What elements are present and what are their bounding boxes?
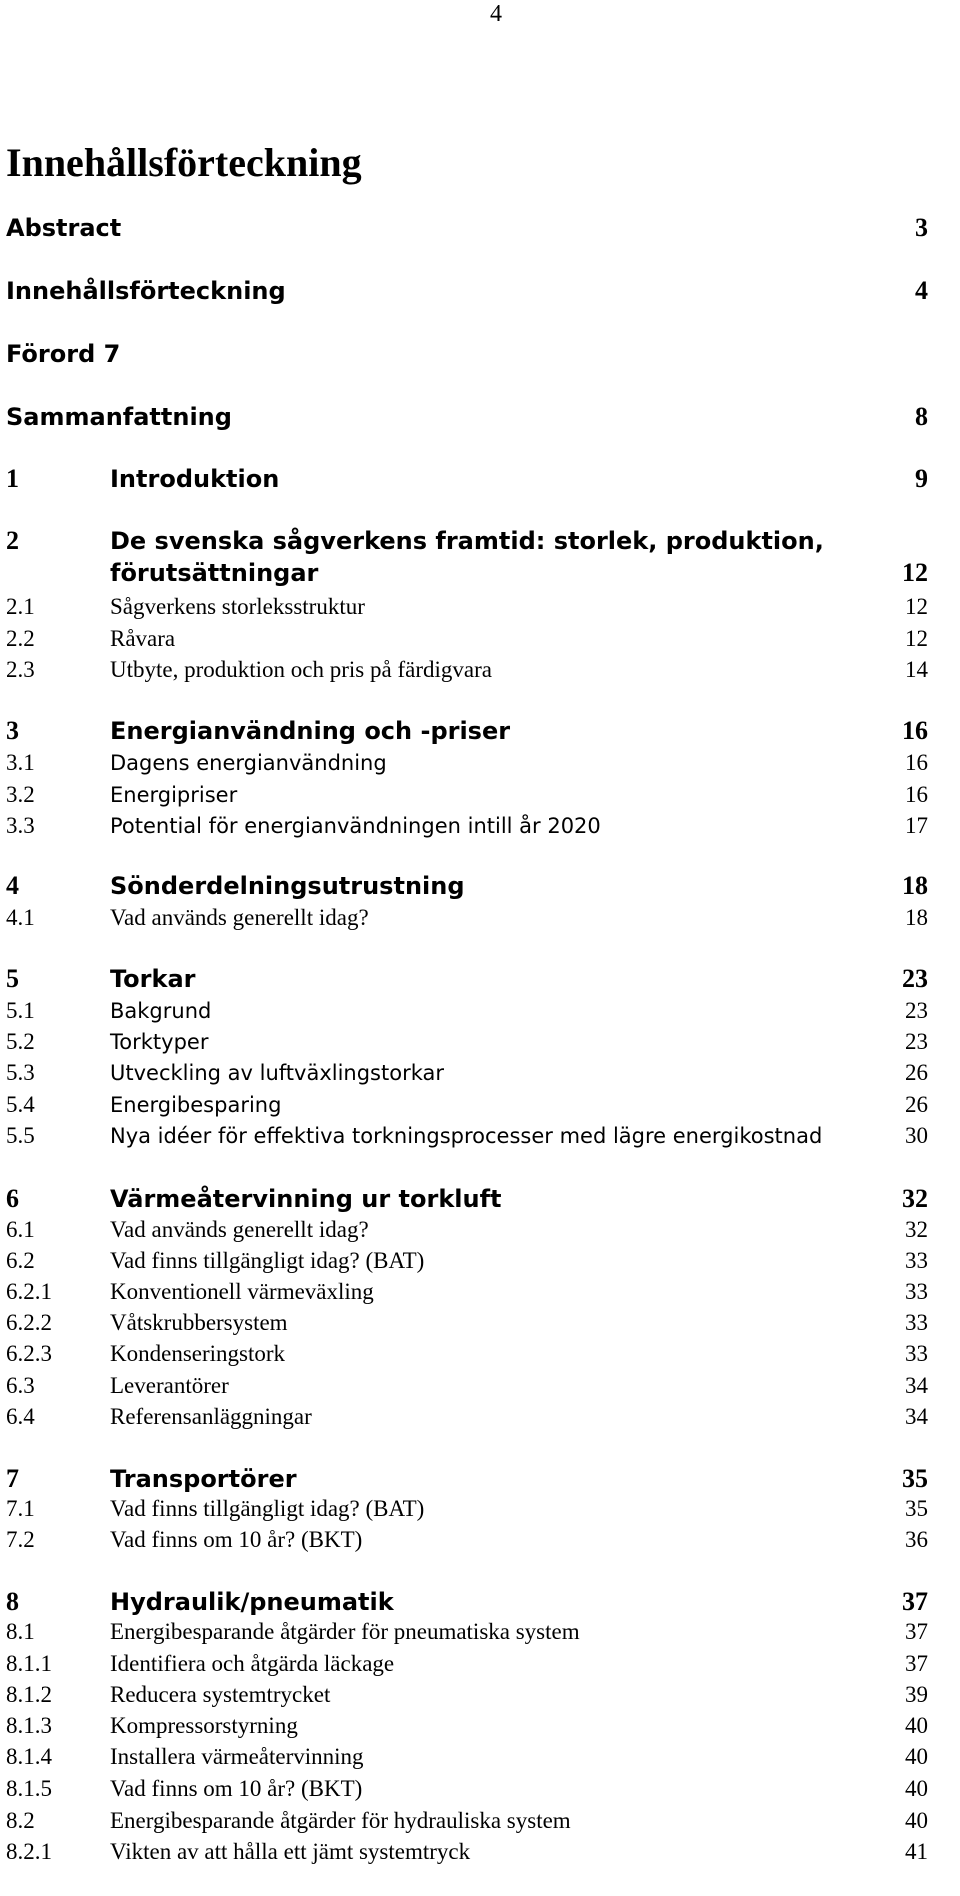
- toc-entry-page: 17: [905, 813, 928, 838]
- toc-entry-page: 33: [905, 1341, 928, 1366]
- toc-entry-page: 23: [902, 964, 928, 993]
- toc-section-entry[interactable]: [6, 1308, 928, 1338]
- toc-section-entry[interactable]: [6, 996, 928, 1026]
- toc-entry-text: Sågverkens storleksstruktur: [110, 594, 365, 619]
- toc-entry-page: 40: [905, 1744, 928, 1769]
- toc-entry-page: 16: [905, 750, 928, 775]
- toc-entry-number: 5.2: [6, 1029, 35, 1054]
- toc-entry-text: Torktyper: [110, 1030, 209, 1054]
- toc-entry-text: Bakgrund: [110, 999, 212, 1023]
- toc-entry-number: 2.2: [6, 626, 35, 651]
- toc-entry-page: 23: [905, 998, 928, 1023]
- toc-entry-text: Energianvändning och -priser: [110, 717, 511, 745]
- toc-section-entry[interactable]: [6, 1058, 928, 1088]
- toc-entry-page: 33: [905, 1279, 928, 1304]
- toc-entry-number: 6: [6, 1184, 19, 1213]
- toc-entry-text: Introduktion: [110, 465, 280, 493]
- toc-chapter-entry[interactable]: [6, 715, 928, 747]
- toc-entry-page: 37: [902, 1587, 928, 1616]
- toc-entry-page: 35: [905, 1496, 928, 1521]
- toc-section-entry[interactable]: [6, 1806, 928, 1836]
- toc-entry-text: Förord 7: [6, 340, 121, 368]
- toc-entry-number: 3.1: [6, 750, 35, 775]
- toc-entry-number: 8.2: [6, 1808, 35, 1833]
- toc-entry-text: Vad finns om 10 år? (BKT): [110, 1776, 363, 1801]
- toc-entry-text: Nya idéer för effektiva torkningsprocesser med lägre energikostnad: [110, 1124, 823, 1148]
- toc-section-entry[interactable]: [6, 1027, 928, 1057]
- toc-entry-page: 32: [905, 1217, 928, 1242]
- toc-section-entry[interactable]: [6, 748, 928, 778]
- toc-entry-page: 9: [915, 464, 928, 493]
- toc-entry-page: 34: [905, 1373, 928, 1398]
- toc-section-entry[interactable]: [6, 903, 928, 933]
- toc-chapter-entry[interactable]: [6, 870, 928, 902]
- toc-entry-text: Konventionell värmeväxling: [110, 1279, 374, 1304]
- toc-front-entry[interactable]: [6, 401, 928, 433]
- toc-entry-page: 34: [905, 1404, 928, 1429]
- toc-entry-page: 33: [905, 1248, 928, 1273]
- toc-entry-page: 12: [905, 594, 928, 619]
- toc-entry-number: 8.1: [6, 1619, 35, 1644]
- toc-entry-number: 6.2: [6, 1248, 35, 1273]
- toc-entry-number: 7.2: [6, 1527, 35, 1552]
- toc-entry-page: 26: [905, 1092, 928, 1117]
- toc-entry-text: Energibesparande åtgärder för pneumatiska system: [110, 1619, 580, 1644]
- toc-entry-text: Reducera systemtrycket: [110, 1682, 331, 1707]
- toc-entry-text: Transportörer: [110, 1465, 297, 1493]
- toc-section-entry[interactable]: [6, 624, 928, 654]
- toc-entry-text: Identifiera och åtgärda läckage: [110, 1651, 395, 1676]
- toc-section-entry[interactable]: [6, 1525, 928, 1555]
- toc-section-entry[interactable]: [6, 1774, 928, 1804]
- toc-entry-text: Dagens energianvändning: [110, 751, 387, 775]
- toc-entry-number: 2.1: [6, 594, 35, 619]
- toc-chapter-entry[interactable]: [6, 963, 928, 995]
- toc-section-entry[interactable]: [6, 1246, 928, 1276]
- toc-entry-number: 1: [6, 464, 19, 493]
- toc-section-entry[interactable]: [6, 1649, 928, 1679]
- toc-entry-page: 37: [905, 1651, 928, 1676]
- toc-entry-number: 5.3: [6, 1060, 35, 1085]
- toc-chapter-entry[interactable]: [6, 1183, 928, 1215]
- toc-section-entry[interactable]: [6, 811, 928, 841]
- toc-entry-text: Värmeåtervinning ur torkluft: [110, 1185, 502, 1213]
- toc-chapter-entry[interactable]: [6, 1586, 928, 1618]
- toc-entry-number: 8: [6, 1587, 19, 1616]
- toc-section-entry[interactable]: [6, 1680, 928, 1710]
- toc-entry-page: 8: [915, 402, 928, 431]
- toc-front-entry[interactable]: [6, 275, 928, 307]
- toc-section-entry[interactable]: [6, 655, 928, 685]
- toc-entry-text: Referensanläggningar: [110, 1404, 312, 1429]
- toc-section-entry[interactable]: [6, 1121, 928, 1151]
- toc-chapter-entry[interactable]: [6, 557, 928, 589]
- toc-entry-text: Innehållsförteckning: [6, 277, 286, 305]
- toc-entry-number: 5.4: [6, 1092, 35, 1117]
- toc-entry-number: 6.2.3: [6, 1341, 52, 1366]
- toc-entry-text: De svenska sågverkens framtid: storlek, produktion,: [110, 527, 824, 555]
- toc-entry-number: 8.1.5: [6, 1776, 52, 1801]
- toc-entry-text: Potential för energianvändningen intill år 2020: [110, 814, 601, 838]
- toc-section-entry[interactable]: [6, 1711, 928, 1741]
- toc-section-entry[interactable]: [6, 592, 928, 622]
- toc-entry-text: Vad finns tillgängligt idag? (BAT): [110, 1496, 425, 1521]
- toc-entry-page: 16: [905, 782, 928, 807]
- page-title: Innehållsförteckning: [6, 140, 362, 185]
- toc-entry-text: Vikten av att hålla ett jämt systemtryck: [110, 1839, 471, 1864]
- toc-chapter-entry[interactable]: [6, 525, 928, 557]
- toc-entry-text: Vad finns tillgängligt idag? (BAT): [110, 1248, 425, 1273]
- toc-entry-page: 18: [905, 905, 928, 930]
- toc-chapter-entry[interactable]: [6, 1463, 928, 1495]
- toc-section-entry[interactable]: [6, 1494, 928, 1524]
- toc-entry-page: 23: [905, 1029, 928, 1054]
- toc-entry-number: 3: [6, 716, 19, 745]
- toc-entry-number: 6.4: [6, 1404, 35, 1429]
- page-number: 4: [490, 1, 502, 27]
- toc-entry-text: Kompressorstyrning: [110, 1713, 298, 1738]
- toc-entry-page: 40: [905, 1713, 928, 1738]
- toc-entry-page: 12: [902, 558, 928, 587]
- toc-front-entry[interactable]: [6, 212, 928, 244]
- toc-entry-page: 41: [905, 1839, 928, 1864]
- toc-entry-number: 8.1.2: [6, 1682, 52, 1707]
- toc-entry-text: Energibesparing: [110, 1093, 282, 1117]
- toc-entry-number: 6.3: [6, 1373, 35, 1398]
- toc-entry-number: 6.2.2: [6, 1310, 52, 1335]
- toc-entry-page: 26: [905, 1060, 928, 1085]
- toc-section-entry[interactable]: [6, 1339, 928, 1369]
- toc-front-entry[interactable]: [6, 338, 928, 370]
- toc-entry-text: Råvara: [110, 626, 176, 651]
- toc-entry-number: 8.2.1: [6, 1839, 52, 1864]
- toc-entry-number: 3.3: [6, 813, 35, 838]
- toc-section-entry[interactable]: [6, 1617, 928, 1647]
- toc-entry-number: 6.1: [6, 1217, 35, 1242]
- toc-entry-number: 2: [6, 526, 19, 555]
- toc-entry-number: 5.5: [6, 1123, 35, 1148]
- toc-entry-page: 30: [905, 1123, 928, 1148]
- toc-entry-page: 32: [902, 1184, 928, 1213]
- toc-entry-text: Vad används generellt idag?: [110, 905, 369, 930]
- toc-entry-text: Utveckling av luftväxlingstorkar: [110, 1061, 445, 1085]
- toc-entry-page: 36: [905, 1527, 928, 1552]
- toc-entry-text: Installera värmeåtervinning: [110, 1744, 364, 1769]
- toc-entry-text: Kondenseringstork: [110, 1341, 286, 1366]
- toc-entry-text: Sammanfattning: [6, 403, 232, 431]
- toc-entry-page: 12: [905, 626, 928, 651]
- toc-entry-number: 3.2: [6, 782, 35, 807]
- toc-entry-number: 8.1.3: [6, 1713, 52, 1738]
- toc-section-entry[interactable]: [6, 1371, 928, 1401]
- toc-entry-text: förutsättningar: [110, 559, 319, 587]
- toc-entry-number: 4: [6, 871, 19, 900]
- toc-entry-page: 4: [915, 276, 928, 305]
- toc-entry-text: Våtskrubbersystem: [110, 1310, 288, 1335]
- toc-entry-number: 7.1: [6, 1496, 35, 1521]
- toc-entry-text: Torkar: [110, 965, 196, 993]
- toc-entry-page: 39: [905, 1682, 928, 1707]
- toc-entry-page: 37: [905, 1619, 928, 1644]
- toc-entry-page: 3: [915, 213, 928, 242]
- toc-entry-number: 2.3: [6, 657, 35, 682]
- toc-entry-number: 7: [6, 1464, 19, 1493]
- toc-section-entry[interactable]: [6, 1090, 928, 1120]
- toc-section-entry[interactable]: [6, 780, 928, 810]
- toc-entry-page: 40: [905, 1776, 928, 1801]
- toc-entry-text: Abstract: [6, 214, 122, 242]
- toc-entry-text: Vad finns om 10 år? (BKT): [110, 1527, 363, 1552]
- toc-entry-text: Sönderdelningsutrustning: [110, 872, 465, 900]
- toc-chapter-entry[interactable]: [6, 463, 928, 495]
- toc-entry-page: 35: [902, 1464, 928, 1493]
- toc-entry-page: 33: [905, 1310, 928, 1335]
- toc-entry-text: Leverantörer: [110, 1373, 229, 1398]
- toc-entry-number: 8.1.1: [6, 1651, 52, 1676]
- toc-entry-text: Utbyte, produktion och pris på färdigvara: [110, 657, 492, 682]
- toc-section-entry[interactable]: [6, 1402, 928, 1432]
- toc-entry-page: 40: [905, 1808, 928, 1833]
- toc-entry-number: 5.1: [6, 998, 35, 1023]
- toc-section-entry[interactable]: [6, 1742, 928, 1772]
- toc-entry-number: 6.2.1: [6, 1279, 52, 1304]
- toc-entry-number: 8.1.4: [6, 1744, 52, 1769]
- toc-entry-text: Energibesparande åtgärder för hydrauliska system: [110, 1808, 571, 1833]
- toc-entry-page: 18: [902, 871, 928, 900]
- toc-entry-page: 14: [905, 657, 928, 682]
- toc-entry-number: 5: [6, 964, 19, 993]
- toc-entry-number: 4.1: [6, 905, 35, 930]
- toc-entry-text: Hydraulik/pneumatik: [110, 1588, 394, 1616]
- toc-entry-text: Vad används generellt idag?: [110, 1217, 369, 1242]
- toc-entry-page: 16: [902, 716, 928, 745]
- toc-section-entry[interactable]: [6, 1837, 928, 1867]
- toc-section-entry[interactable]: [6, 1215, 928, 1245]
- toc-entry-text: Energipriser: [110, 783, 238, 807]
- toc-section-entry[interactable]: [6, 1277, 928, 1307]
